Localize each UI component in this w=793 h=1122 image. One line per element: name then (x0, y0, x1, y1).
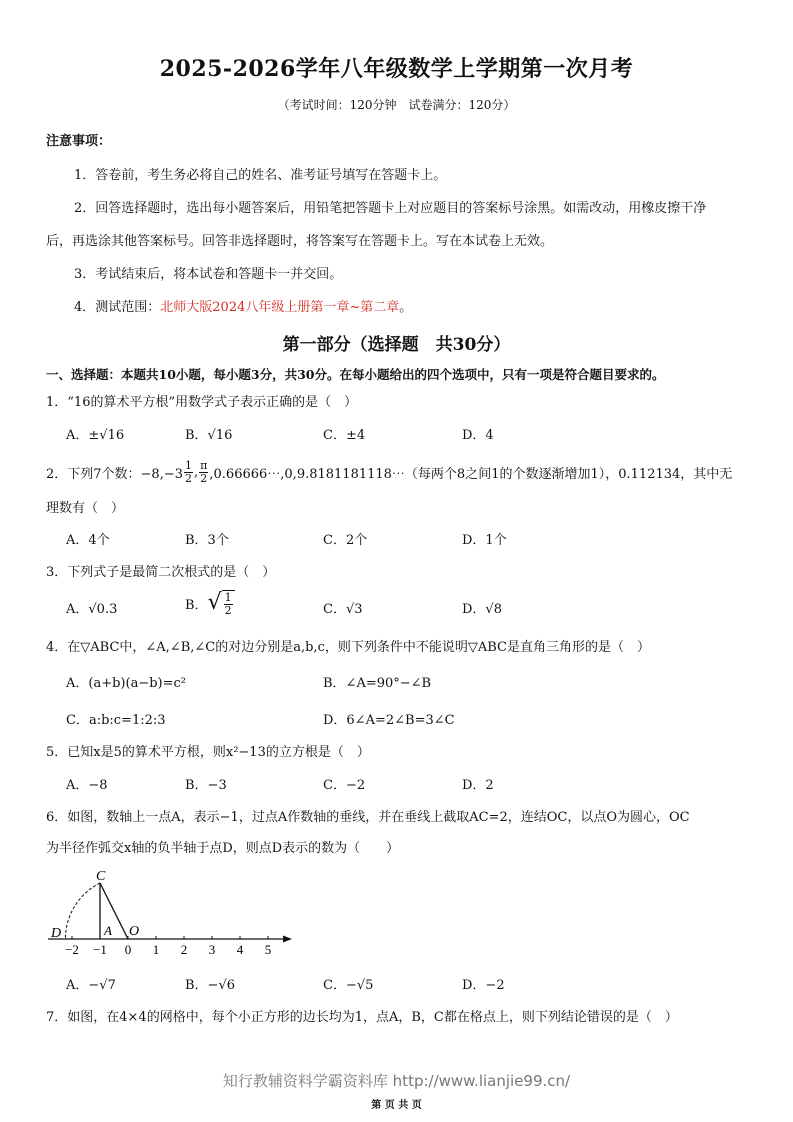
label-C: C (96, 869, 106, 884)
note-1: 1．答卷前，考生务必将自己的姓名、准考证号填写在答题卡上。 (74, 168, 447, 183)
label-A: A (104, 923, 112, 938)
q3-option-c: C．√3 (323, 602, 363, 617)
q4-option-c: C．a:b:c=1:2:3 (66, 713, 166, 728)
q5-option-b: B．−3 (185, 778, 227, 793)
section-instruction: 一、选择题：本题共10小题，每小题3分，共30分。在每小题给出的四个选项中，只有一项是符合题目要求的。 (46, 367, 665, 382)
q3-b-fraction: 1 2 (222, 590, 235, 617)
axis-arrow (283, 936, 292, 943)
tick-label: 1 (152, 942, 160, 957)
footer-watermark: 知行教辅资料学霸资料库 http://www.lianjie99.cn/ (222, 1072, 571, 1090)
q1-option-d: D．4 (462, 428, 494, 443)
exam-info: （考试时间：120分钟 试卷满分：120分） (277, 98, 516, 112)
q2-stem: 2．下列7个数：−8,−3 1 2 , π 2 ,0.66666⋯,0,9.8181181118⋯（每两个8之间1的个数逐渐增加1），0.112134，其中无 (46, 459, 733, 485)
label-D: D (51, 926, 62, 941)
q1-option-a: A．±√16 (66, 428, 125, 443)
q5-stem: 5．已知x是5的算术平方根，则x²−13的立方根是（ ） (46, 745, 370, 760)
tick-label: 0 (124, 942, 132, 957)
tick-label: −1 (93, 942, 107, 957)
q4-stem: 4．在▽ABC中，∠A,∠B,∠C的对边分别是a,b,c，则下列条件中不能说明▽ABC是直角三角形的是（ ） (46, 640, 650, 655)
q2-fraction-1: 1 2 (185, 459, 193, 485)
note-2-cont: 后，再选涂其他答案标号。回答非选择题时，将答案写在答题卡上。写在本试卷上无效。 (46, 234, 554, 249)
q3-option-a: A．√0.3 (66, 602, 118, 617)
q6-option-b: B．−√6 (185, 978, 236, 993)
notes-heading: 注意事项： (46, 134, 112, 149)
q4-option-d: D．6∠A=2∠B=3∠C (323, 713, 455, 728)
arc-CD (65, 883, 100, 939)
q4-option-a: A．(a+b)(a−b)=c² (66, 676, 186, 691)
q5-option-c: C．−2 (323, 778, 366, 793)
tick-label: 4 (236, 942, 244, 957)
q6-option-a: A．−√7 (66, 978, 116, 993)
page-number: 第 页 共 页 (371, 1100, 422, 1111)
q4-option-b: B．∠A=90°−∠B (323, 676, 432, 691)
q6-stem: 6．如图，数轴上一点A，表示−1，过点A作数轴的垂线，并在垂线上截取AC=2，连结OC，以点O为圆心，OC (46, 810, 690, 825)
q2-option-c: C．2个 (323, 533, 368, 548)
note-2: 2．回答选择题时，选出每小题答案后，用铅笔把答题卡上对应题目的答案标号涂黑。如需改动，用橡皮擦干净 (74, 201, 707, 216)
section-title: 第一部分（选择题 共30分） (282, 335, 511, 355)
q2-stem-cont: 理数有（ ） (46, 501, 125, 516)
q3-option-d: D．√8 (462, 602, 502, 617)
q1-stem: 1．“16的算术平方根”用数学式子表示正确的是（ ） (46, 395, 358, 410)
tick-labels (65, 942, 271, 957)
q6-option-d: D．−2 (462, 978, 505, 993)
test-range: 北师大版2024八年级上册第一章~第二章 (160, 300, 400, 315)
q2-option-d: D．1个 (462, 533, 507, 548)
label-O: O (129, 924, 140, 939)
note-4-end: 。 (399, 300, 413, 315)
q3-option-b: B． √ 1 2 (185, 588, 235, 618)
q2-stem-a: 2．下列7个数：−8,−3 (46, 467, 184, 482)
q3-stem: 3．下列式子是最简二次根式的是（ ） (46, 565, 276, 580)
q2-stem-b: ,0.66666⋯,0,9.8181181118⋯（每两个8之间1的个数逐渐增加1），0.112134，其中无 (209, 467, 733, 482)
q6-stem-cont: 为半径作弧交x轴的负半轴于点D，则点D表示的数为（ ） (46, 841, 400, 856)
note-4 (74, 296, 412, 315)
q2-option-b: B．3个 (185, 533, 229, 548)
sqrt-symbol: √ (207, 590, 222, 615)
note-4-label: 4．测试范围： (74, 300, 161, 315)
q1-option-b: B．√16 (185, 428, 233, 443)
tick-label: 3 (208, 942, 216, 957)
q7-stem: 7．如图，在4×4的网格中，每个小正方形的边长均为1，点A，B，C都在格点上，则下列结论错误的是（ ） (46, 1010, 678, 1025)
q2-fraction-pi: π 2 (200, 459, 208, 485)
tick-label: 5 (264, 942, 272, 957)
q5-option-a: A．−8 (66, 778, 108, 793)
tick-label: −2 (65, 942, 79, 957)
q6-option-c: C．−√5 (323, 978, 374, 993)
note-3: 3．考试结束后，将本试卷和答题卡一并交回。 (74, 267, 343, 282)
q1-option-c: C．±4 (323, 428, 366, 443)
q5-option-d: D．2 (462, 778, 494, 793)
page-title: 2025-2026学年八年级数学上学期第一次月考 (159, 56, 634, 82)
q6-number-line-figure (40, 866, 300, 958)
q2-option-a: A．4个 (66, 533, 110, 548)
tick-label: 2 (180, 942, 188, 957)
